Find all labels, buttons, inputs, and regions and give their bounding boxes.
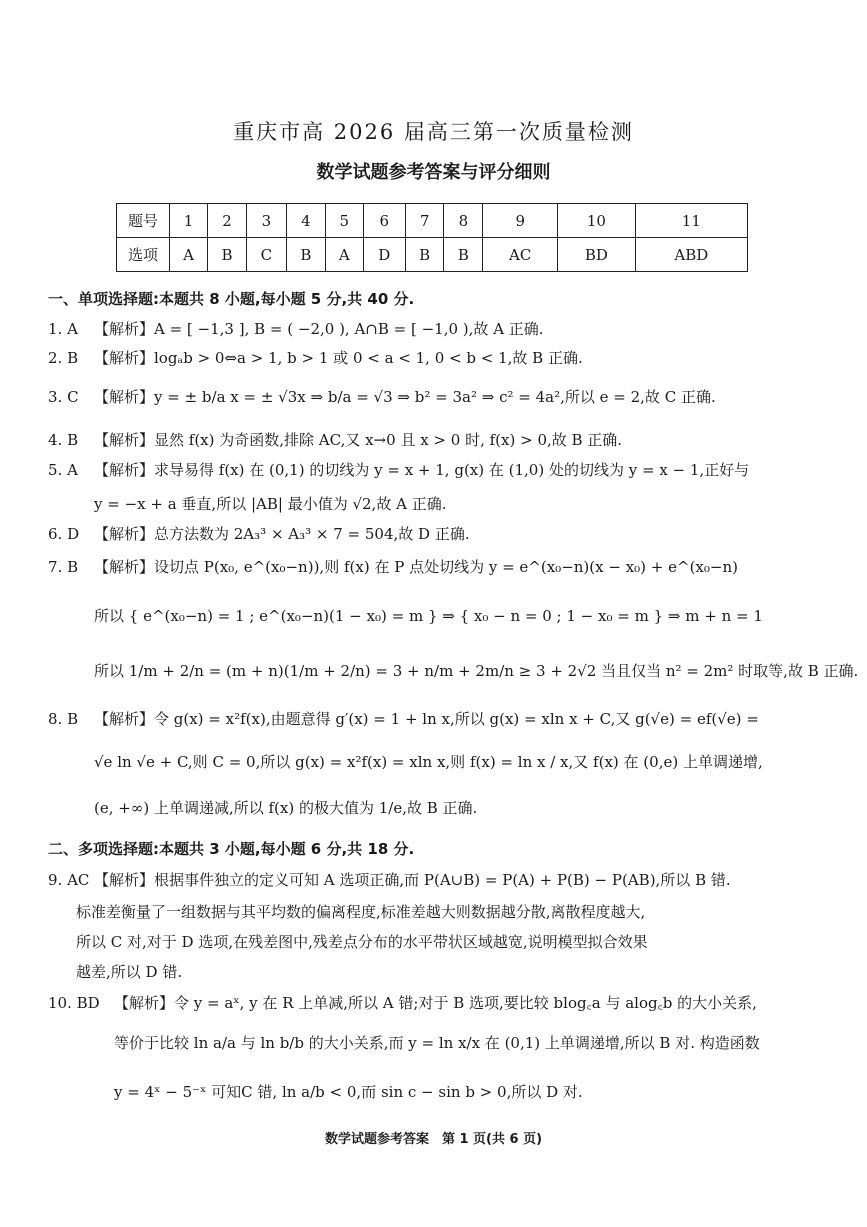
answer-table xyxy=(116,203,748,272)
solution-8 xyxy=(48,708,759,729)
page-subtitle: 数学试题参考答案与评分细则 xyxy=(316,162,551,183)
table-cell: A xyxy=(325,238,363,272)
solution-8-cont2: (e, +∞) 上单调递减,所以 f(x) 的极大值为 1/e,故 B 正确. xyxy=(94,799,478,817)
page-title: 重庆市高 2026 届高三第一次质量检测 xyxy=(233,120,634,144)
solution-number: 3. C xyxy=(48,388,79,406)
solution-10 xyxy=(48,992,757,1013)
solution-number: 5. A xyxy=(48,461,78,479)
solution-number: 4. B xyxy=(48,431,79,449)
solution-number: 8. B xyxy=(48,710,79,728)
solution-8-cont: √e ln √e + C,则 C = 0,所以 g(x) = x²f(x) = xln x,则 f(x) = ln x / x,又 f(x) 在 (0,e) 上单调递增, xyxy=(94,753,763,771)
table-cell: 2 xyxy=(208,204,247,238)
solution-9-cont: 标准差衡量了一组数据与其平均数的偏离程度,标准差越大则数据越分散,离散程度越大, xyxy=(76,903,646,921)
table-cell: 4 xyxy=(287,204,326,238)
solution-10-cont2: y = 4ˣ − 5⁻ˣ 可知C 错, ln a/b < 0,而 sin c − sin b > 0,所以 D 对. xyxy=(114,1083,583,1101)
table-cell: 3 xyxy=(246,204,286,238)
solution-number: 10. BD xyxy=(48,994,100,1012)
solution-9 xyxy=(48,869,731,890)
table-cell: 5 xyxy=(325,204,363,238)
table-cell: A xyxy=(170,238,208,272)
table-cell: C xyxy=(246,238,286,272)
solution-text: 【解析】logₐb > 0⇔a > 1, b > 1 或 0 < a < 1, 0 < b < 1,故 B 正确. xyxy=(94,349,583,367)
solution-6 xyxy=(48,523,470,544)
table-cell: B xyxy=(287,238,326,272)
solution-text: 【解析】y = ± b/a x = ± √3x ⇒ b/a = √3 ⇒ b² = 3a² ⇒ c² = 4a²,所以 e = 2,故 C 正确. xyxy=(94,388,716,406)
solution-7 xyxy=(48,556,738,577)
solution-number: 2. B xyxy=(48,349,79,367)
solution-7-cont: 所以 1/m + 2/n = (m + n)(1/m + 2/n) = 3 + n/m + 2m/n ≥ 3 + 2√2 当且仅当 n² = 2m² 时取等,故 B 正确. xyxy=(94,662,859,680)
row-label-choices: 选项 xyxy=(117,238,170,272)
section-heading-single-choice: 一、单项选择题:本题共 8 小题,每小题 5 分,共 40 分. xyxy=(48,290,415,308)
solution-5 xyxy=(48,459,749,480)
solution-number: 6. D xyxy=(48,525,80,543)
solution-5-cont: y = −x + a 垂直,所以 |AB| 最小值为 √2,故 A 正确. xyxy=(94,495,447,513)
section-heading-multiple-choice: 二、多项选择题:本题共 3 小题,每小题 6 分,共 18 分. xyxy=(48,840,415,858)
solution-2 xyxy=(48,347,583,368)
solution-text: 【解析】根据事件独立的定义可知 A 选项正确,而 P(A∪B) = P(A) + P(B) − P(AB),所以 B 错. xyxy=(94,871,731,889)
table-row-numbers xyxy=(117,204,748,238)
row-label-numbers: 题号 xyxy=(117,204,170,238)
table-cell: B xyxy=(208,238,247,272)
solution-text: 【解析】令 g(x) = x²f(x),由题意得 g′(x) = 1 + ln x,所以 g(x) = xln x + C,又 g(√e) = ef(√e) = xyxy=(94,710,759,728)
solution-9-cont2: 所以 C 对,对于 D 选项,在残差图中,残差点分布的水平带状区域越宽,说明模型拟合效果 xyxy=(76,933,648,951)
solution-4 xyxy=(48,429,622,450)
table-cell: BD xyxy=(558,238,635,272)
solution-number: 1. A xyxy=(48,320,78,338)
solution-10-cont: 等价于比较 ln a/a 与 ln b/b 的大小关系,而 y = ln x/x 在 (0,1) 上单调递增,所以 B 对. 构造函数 xyxy=(114,1034,760,1052)
table-cell: B xyxy=(444,238,483,272)
table-cell: 8 xyxy=(444,204,483,238)
table-cell: B xyxy=(405,238,444,272)
table-cell: 1 xyxy=(170,204,208,238)
solution-number: 7. B xyxy=(48,558,79,576)
table-cell: D xyxy=(363,238,405,272)
solution-text: 【解析】令 y = aˣ, y 在 R 上单减,所以 A 错;对于 B 选项,要比较 blog꜀a 与 alog꜀b 的大小关系, xyxy=(114,994,757,1012)
table-cell: AC xyxy=(483,238,558,272)
solution-1 xyxy=(48,318,544,339)
solution-text: 【解析】求导易得 f(x) 在 (0,1) 的切线为 y = x + 1, g(x) 在 (1,0) 处的切线为 y = x − 1,正好与 xyxy=(94,461,750,479)
solution-7-system: 所以 { e^(x₀−n) = 1 ; e^(x₀−n)(1 − x₀) = m } ⇒ { x₀ − n = 0 ; 1 − x₀ = m } ⇒ m + n = 1 xyxy=(94,607,763,625)
solution-text: 【解析】显然 f(x) 为奇函数,排除 AC,又 x→0 且 x > 0 时, f(x) > 0,故 B 正确. xyxy=(94,431,623,449)
solution-text: 【解析】A = [ −1,3 ], B = ( −2,0 ), A∩B = [ −1,0 ),故 A 正确. xyxy=(94,320,544,338)
table-cell: 7 xyxy=(405,204,444,238)
solution-text: 【解析】设切点 P(x₀, e^(x₀−n)),则 f(x) 在 P 点处切线为 y = e^(x₀−n)(x − x₀) + e^(x₀−n) xyxy=(94,558,738,576)
table-cell: ABD xyxy=(635,238,747,272)
solution-3 xyxy=(48,386,716,407)
solution-text: 【解析】总方法数为 2A₃³ × A₃³ × 7 = 504,故 D 正确. xyxy=(94,525,470,543)
table-cell: 10 xyxy=(558,204,635,238)
table-cell: 6 xyxy=(363,204,405,238)
table-row-choices xyxy=(117,238,748,272)
solution-9-cont3: 越差,所以 D 错. xyxy=(76,963,183,981)
table-cell: 11 xyxy=(635,204,747,238)
table-cell: 9 xyxy=(483,204,558,238)
page-footer: 数学试题参考答案 第 1 页(共 6 页) xyxy=(324,1132,543,1147)
solution-number: 9. AC xyxy=(48,871,90,889)
